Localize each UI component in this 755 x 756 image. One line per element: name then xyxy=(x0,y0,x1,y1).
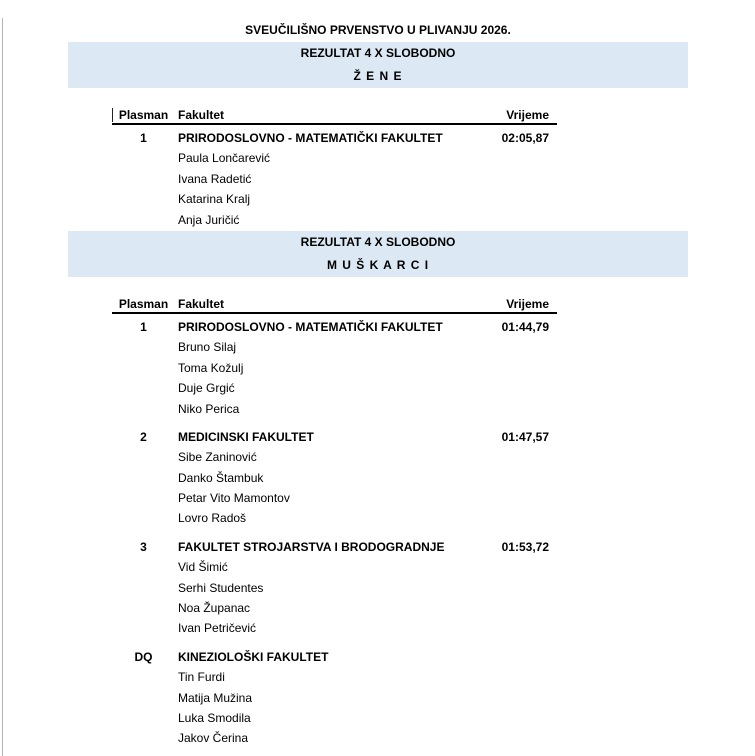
team-result-row xyxy=(112,128,557,148)
team-faculty-name: FAKULTET STROJARSTVA I BRODOGRADNJE xyxy=(178,539,445,554)
team-faculty-name: MEDICINSKI FAKULTET xyxy=(178,429,314,444)
table-header-row xyxy=(112,108,557,125)
page-edge-line xyxy=(2,18,3,756)
swimmer-name: Tin Furdi xyxy=(178,670,225,685)
text-cursor xyxy=(112,108,113,122)
column-header-plasman: Plasman xyxy=(118,296,169,311)
swimmer-name: Serhi Studentes xyxy=(178,580,264,595)
section-banner xyxy=(68,42,688,88)
team-placement: 1 xyxy=(140,131,147,145)
result-sections xyxy=(0,42,755,749)
swimmer-row xyxy=(112,148,557,168)
team-result-row xyxy=(112,647,557,667)
swimmer-name: Petar Vito Mamontov xyxy=(178,491,290,506)
column-header-plasman: Plasman xyxy=(118,108,169,122)
swimmer-name: Matija Mužina xyxy=(178,690,253,705)
team-placement: 2 xyxy=(140,429,147,444)
swimmer-name: Bruno Silaj xyxy=(178,340,237,355)
team-faculty-name: KINEZIOLOŠKI FAKULTET xyxy=(178,649,329,664)
swimmer-row xyxy=(112,210,557,230)
team-list xyxy=(112,314,557,749)
swimmer-name: Vid Šimić xyxy=(178,560,228,575)
team-faculty-name: PRIRODOSLOVNO - MATEMATIČKI FAKULTET xyxy=(178,319,443,334)
swimmer-name: Anja Juričić xyxy=(178,212,240,227)
results-table xyxy=(112,297,557,749)
swimmer-row xyxy=(112,488,557,508)
swimmer-row xyxy=(112,667,557,687)
swimmer-name: Paula Lončarević xyxy=(178,151,271,166)
swimmer-name: Danko Štambuk xyxy=(178,470,264,485)
results-table xyxy=(112,108,557,230)
team-placement: 1 xyxy=(140,319,147,334)
team-block xyxy=(112,317,557,419)
team-result-row xyxy=(112,317,557,337)
swimmer-name: Katarina Kralj xyxy=(178,192,251,207)
team-block xyxy=(112,427,557,529)
team-time: 02:05,87 xyxy=(501,131,549,145)
swimmer-row xyxy=(112,728,557,748)
swimmer-row xyxy=(112,468,557,488)
swimmer-name: Sibe Zaninović xyxy=(178,450,257,465)
team-result-row xyxy=(112,427,557,447)
swimmer-name: Ivan Petričević xyxy=(178,621,257,636)
team-faculty-name: PRIRODOSLOVNO - MATEMATIČKI FAKULTET xyxy=(178,131,443,145)
team-list xyxy=(112,125,557,230)
swimmer-name: Jakov Čerina xyxy=(178,731,249,746)
banner-event-title: REZULTAT 4 X SLOBODNO xyxy=(300,46,456,60)
column-header-vrijeme: Vrijeme xyxy=(506,296,549,311)
swimmer-name: Niko Perica xyxy=(178,401,240,416)
document-title: SVEUČILIŠNO PRVENSTVO U PLIVANJU 2026. xyxy=(245,23,511,37)
swimmer-name: Luka Smodila xyxy=(178,710,251,725)
swimmer-row xyxy=(112,399,557,419)
swimmer-row xyxy=(112,598,557,618)
document-page xyxy=(0,18,755,756)
team-block xyxy=(112,537,557,639)
team-placement: DQ xyxy=(134,649,153,664)
team-time xyxy=(447,647,557,667)
swimmer-row xyxy=(112,578,557,598)
swimmer-name: Ivana Radetić xyxy=(178,171,252,186)
team-block xyxy=(112,647,557,749)
swimmer-row xyxy=(112,557,557,577)
swimmer-row xyxy=(112,169,557,189)
swimmer-row xyxy=(112,378,557,398)
swimmer-row xyxy=(112,708,557,728)
swimmer-row xyxy=(112,447,557,467)
swimmer-row xyxy=(112,688,557,708)
swimmer-row xyxy=(112,508,557,528)
swimmer-row xyxy=(112,189,557,209)
result-section xyxy=(0,42,755,230)
swimmer-row xyxy=(112,358,557,378)
table-header-row xyxy=(112,297,557,314)
banner-event-title: REZULTAT 4 X SLOBODNO xyxy=(300,234,456,249)
section-banner xyxy=(68,231,688,277)
team-time: 01:53,72 xyxy=(501,539,549,554)
banner-category: M U Š K A R C I xyxy=(326,257,430,272)
swimmer-row xyxy=(112,618,557,638)
column-header-fakultet: Fakultet xyxy=(178,108,225,122)
swimmer-row xyxy=(112,337,557,357)
swimmer-name: Lovro Radoš xyxy=(178,511,247,526)
team-result-row xyxy=(112,537,557,557)
banner-category: Ž E N E xyxy=(353,69,403,83)
swimmer-name: Toma Kožulj xyxy=(178,360,244,375)
team-placement: 3 xyxy=(140,539,147,554)
team-block xyxy=(112,128,557,230)
column-header-vrijeme: Vrijeme xyxy=(506,108,549,122)
swimmer-name: Duje Grgić xyxy=(178,381,235,396)
column-header-fakultet: Fakultet xyxy=(178,296,225,311)
team-time: 01:47,57 xyxy=(501,429,549,444)
result-section xyxy=(0,231,755,749)
team-time: 01:44,79 xyxy=(501,319,549,334)
swimmer-name: Noa Županac xyxy=(178,601,251,616)
